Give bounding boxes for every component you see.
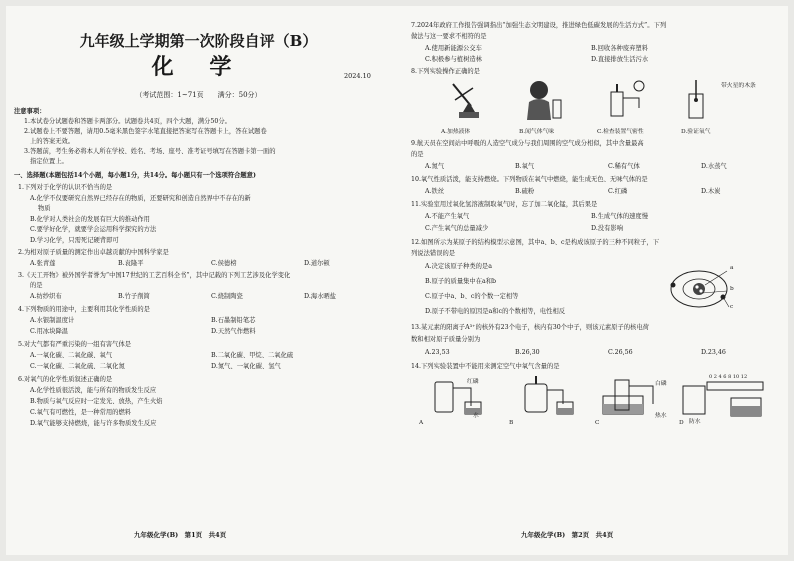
- option: A.化学性质很活泼，能与所有的物质发生反应: [30, 387, 157, 394]
- page-2: [403, 6, 788, 555]
- option: D.直接排放生活污水: [591, 56, 649, 63]
- question-7-stem: 7.2024年政府工作报告强调指出“加强生态文明建设，推进绿色低碳发展的生活方式”。下列: [411, 22, 667, 29]
- option: D.道尔顿: [304, 260, 330, 267]
- figure-caption: B: [509, 420, 514, 426]
- figure-label: 水: [473, 413, 479, 419]
- question-3-stem-cont: 的是: [30, 282, 43, 289]
- option: D.23,46: [701, 349, 726, 356]
- option: B.氧气: [515, 163, 535, 170]
- option: B.石墨制铅笔芯: [211, 317, 256, 324]
- question-9-stem-cont: 的是: [411, 151, 424, 158]
- page-footer-left: 九年级化学(B) 第1页 共4页: [134, 531, 227, 539]
- figure-caption: D: [679, 420, 684, 426]
- exam-date: 2024.10: [344, 72, 371, 80]
- figure-caption: D.验证氧气: [681, 129, 711, 135]
- option: B.硫粉: [515, 188, 535, 195]
- figure-apparatus-b: [511, 374, 581, 418]
- option: A.不能产生氧气: [425, 213, 470, 220]
- figure-caption: A: [419, 420, 424, 426]
- page-1: [6, 6, 391, 555]
- option: C.产生氧气的总量减少: [425, 225, 489, 232]
- option: A.张青莲: [30, 260, 56, 267]
- note-line: 2.试题卷上不要答题，请用0.5毫米黑色签字水笔直接把答案写在答题卡上，答在试题卷: [24, 128, 267, 135]
- exam-range: （考试范围：1~71页 满分：50分）: [135, 91, 262, 99]
- option: D.氮气、一氧化碳、氢气: [211, 363, 281, 370]
- option: A.水银制温度计: [30, 317, 75, 324]
- option: A.使用新能源公交车: [425, 45, 482, 52]
- figure-caption: A.加热液体: [441, 129, 471, 135]
- option: D.氧气能够支持燃烧，能与许多物质发生反应: [30, 420, 157, 427]
- option: C.稀有气体: [608, 163, 640, 170]
- option: C.26,56: [608, 349, 633, 356]
- option: C.积极参与植树造林: [425, 56, 482, 63]
- figure-label: 热水: [655, 413, 667, 419]
- section-heading: 一、选择题(本题包括14个小题，每小题1分，共14分。每小题只有一个选项符合题意): [14, 172, 256, 179]
- question-6-stem: 6.对氧气的化学性质叙述正确的是: [18, 376, 113, 383]
- page-footer-right: 九年级化学(B) 第2页 共4页: [521, 531, 614, 539]
- figure-label: 红磷: [467, 379, 479, 385]
- option: 物质: [38, 205, 51, 212]
- question-14-stem: 14.下列实验装置中不能用来测定空气中氧气含量的是: [411, 363, 560, 370]
- atom-label-c: c: [730, 304, 734, 310]
- question-11-stem: 11.实验室用过氧化氢溶液制取氧气时，忘了加二氧化锰，其后果是: [411, 201, 598, 208]
- figure-label: 白磷: [655, 381, 667, 387]
- question-7-stem-cont: 做法与这一要求不相符的是: [411, 33, 487, 40]
- option: A.化学不仅要研究自然界已经存在的物质，还要研究和创造自然界中不存在的新: [30, 195, 251, 202]
- note-line: 1.本试卷分试题卷和答题卡两部分。试题卷共4页，四个大题，满分50分。: [24, 118, 231, 125]
- atom-label-a: a: [730, 265, 734, 271]
- figure-heating-liquid: [443, 78, 489, 122]
- option: C.用冰块降温: [30, 328, 69, 335]
- option: A.一氧化碳、二氧化碳、氧气: [30, 352, 113, 359]
- option: B.生成气体的速度慢: [591, 213, 649, 220]
- question-8-stem: 8.下列实验操作正确的是: [411, 68, 480, 75]
- notes-heading: 注意事项：: [14, 108, 46, 115]
- scale-label: 0 2 4 6 8 10 12: [709, 374, 748, 380]
- question-12-stem: 12.如图所示为某原子的结构模型示意图，其中a、b、c是构成该原子的三种不同粒子，下: [411, 239, 660, 246]
- question-4-stem: 4.下列物质的用途中，主要利用其化学性质的是: [18, 306, 150, 313]
- figure-smelling-gas: [521, 78, 567, 122]
- option: B.二氧化碳、甲烷、二氧化硫: [211, 352, 294, 359]
- option: C.要学好化学，就要学会运用科学探究的方法: [30, 226, 157, 233]
- note-line: 3.答题前，考生务必将本人所在学校、姓名、考场、座号、准考证号填写在答题卡第一面的: [24, 148, 276, 155]
- figure-atom-model: [665, 261, 737, 315]
- question-12-stem-cont: 列说法错误的是: [411, 250, 456, 257]
- question-10-stem: 10.氧气性质活泼，能支持燃烧。下列物质在氧气中燃烧，能生成无色、无味气体的是: [411, 176, 648, 183]
- exam-sheet: [6, 6, 788, 555]
- option: B.回收各种废弃塑料: [591, 45, 649, 52]
- question-13-stem: 13.某元素的阳离子A³⁺的核外有23个电子，核内有30个中子，则该元素原子的核电荷: [411, 324, 649, 331]
- subject-title: 化 学: [151, 54, 246, 80]
- option: A.决定该原子种类的是a: [425, 263, 492, 270]
- option: B.原子的质量集中在a和b: [425, 278, 497, 285]
- option: B.竹子削简: [118, 293, 150, 300]
- question-1-stem: 1.下列对于化学的认识不恰当的是: [18, 184, 113, 191]
- figure-caption: C: [595, 420, 600, 426]
- atom-label-b: b: [730, 286, 734, 292]
- figure-caption: B.闻气体气味: [519, 129, 555, 135]
- question-3-stem: 3.《天工开物》被外国学者誉为“中国17世纪的工艺百科全书”，其中记载的下列工艺涉及化学变化: [18, 272, 291, 279]
- figure-airtightness: [603, 78, 649, 122]
- option: D.学习化学，只需死记硬背即可: [30, 237, 119, 244]
- figure-label: 防水: [689, 419, 701, 425]
- option: C.烧制陶瓷: [211, 293, 243, 300]
- option: A.铁丝: [425, 188, 445, 195]
- option: A.氮气: [425, 163, 445, 170]
- question-13-stem-cont: 数和相对原子质量分别为: [411, 336, 481, 343]
- option: D.水蒸气: [701, 163, 727, 170]
- option: B.袁隆平: [118, 260, 144, 267]
- figure-apparatus-a: [421, 374, 491, 418]
- option: C.一氧化碳、二氧化硫、二氧化氮: [30, 363, 125, 370]
- option: D.没有影响: [591, 225, 624, 232]
- note-line: 指定位置上。: [30, 158, 68, 165]
- question-5-stem: 5.对大气都有严重污染的一组有害气体是: [18, 341, 132, 348]
- option: C.侯德榜: [211, 260, 237, 267]
- option: B.物质与氧气反应时一定发光、放热，产生火焰: [30, 398, 163, 405]
- option: A.23,53: [425, 349, 450, 356]
- option: D.海水晒盐: [304, 293, 337, 300]
- option: B.化学对人类社会的发展有巨大的推动作用: [30, 216, 150, 223]
- option: C.红磷: [608, 188, 628, 195]
- figure-label: 带火星的木条: [721, 83, 756, 89]
- option: D.木炭: [701, 188, 721, 195]
- option: B.26,30: [515, 349, 540, 356]
- figure-caption: C.检查装置气密性: [597, 129, 644, 135]
- question-9-stem: 9.航天员在空间站中呼吸的人造空气成分与我们周围的空气成分相似，其中含量最高: [411, 140, 644, 147]
- option: D.天然气作燃料: [211, 328, 256, 335]
- question-2-stem: 2.为相对原子质量的测定作出卓越贡献的中国科学家是: [18, 249, 169, 256]
- option: C.原子中a、b、c的个数一定相等: [425, 293, 519, 300]
- option: A.纺纱织布: [30, 293, 62, 300]
- option: D.原子不带电的原因是a和c的个数相等，电性相反: [425, 308, 566, 315]
- note-line: 上的答案无效。: [30, 138, 75, 145]
- exam-title: 九年级上学期第一次阶段自评（B）: [79, 32, 318, 50]
- option: C.氧气有可燃性，是一种常用的燃料: [30, 409, 132, 416]
